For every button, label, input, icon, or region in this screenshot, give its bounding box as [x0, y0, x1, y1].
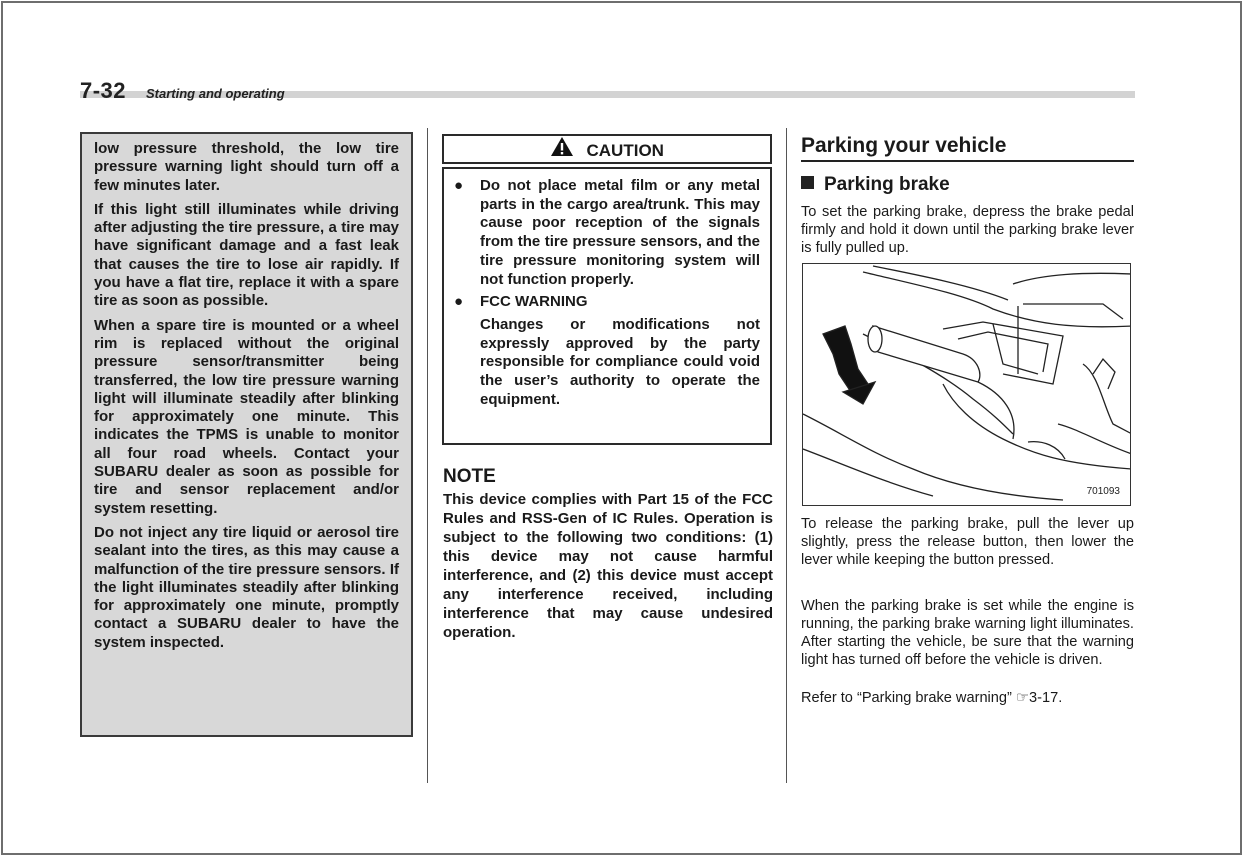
- release-brake-text: To release the parking brake, pull the lever up slightly, press the release button, then lower the lever while keeping the button pressed.: [801, 516, 1134, 568]
- warning-paragraph: If this light still illuminates while driving after adjusting the tire pressure, a tire may have significant damage and a fast leak that causes the tire to lose air rapidly. If you have a flat tire, replace it with a spare tire as soon as possible.: [94, 200, 399, 310]
- caution-item: [454, 177, 760, 289]
- brake-warning-text: When the parking brake is set while the engine is running, the parking brake warning light illuminates. After starting the vehicle, be sure that the warning light has turned off before the vehicle is driven.: [801, 598, 1134, 668]
- page-header: [80, 78, 1135, 104]
- tpms-warning-box: [80, 132, 413, 737]
- page-number: 7-32: [80, 78, 127, 103]
- subsection-title: Parking brake: [824, 174, 950, 195]
- bullet-icon: ●: [454, 293, 464, 311]
- note-text: This device complies with Part 15 of the FCC Rules and RSS-Gen of IC Rules. Operation is subject to the following two conditions: (1) this device may not cause harmful interference, and (2) this device must accept any interference received, including interference that may cause undesired operation.: [443, 491, 773, 641]
- section-rule: [801, 160, 1134, 162]
- bullet-icon: ●: [454, 177, 464, 194]
- warning-paragraph: When a spare tire is mounted or a wheel rim is replaced without the original pressure sensor/transmitter being transferred, the low tire pressure warning light will illuminate steadily after blinking for approximately one minute. This indicates the TPMS is unable to monitor all four road wheels. Contact your SUBARU dealer as soon as possible for tire and sensor replacement and/or system resetting.: [94, 316, 399, 517]
- fcc-warning-text: Changes or modifications not expressly approved by the party responsible for compliance could void the user’s authority to operate the equipment.: [480, 315, 760, 408]
- caution-body: [442, 167, 772, 445]
- subsection-heading: [801, 174, 950, 196]
- refer-text: Refer to “Parking brake warning” ☞3-17.: [801, 690, 1063, 706]
- set-brake-text: To set the parking brake, depress the brake pedal firmly and hold it down until the parking brake lever is fully pulled up.: [801, 204, 1134, 256]
- warning-paragraph: Do not inject any tire liquid or aerosol tire sealant into the tires, as this may cause a malfunction of the tire pressure sensors. If the light illuminates steadily after blinking for approximately one minute, promptly contact a SUBARU dealer to have the system inspected.: [94, 523, 399, 651]
- column-divider-left: [427, 128, 428, 783]
- parking-brake-illustration: [803, 264, 1131, 506]
- warning-triangle-icon: [550, 136, 574, 166]
- figure-code: 701093: [1086, 486, 1120, 497]
- caution-header: [442, 134, 772, 164]
- column-divider-right: [786, 128, 787, 783]
- caution-item-text: Do not place metal film or any metal parts in the cargo area/trunk. This may cause poor reception of the signals from the tire pressure sensors, and the tire pressure monitoring system will not function properly.: [480, 177, 760, 288]
- warning-paragraph: low pressure threshold, the low tire pressure warning light should turn off a few minutes later.: [94, 140, 399, 194]
- caution-item: [454, 293, 760, 409]
- square-bullet-icon: [801, 176, 814, 189]
- section-title: Parking your vehicle: [801, 134, 1007, 157]
- parking-brake-figure: [802, 263, 1131, 506]
- caution-title: CAUTION: [586, 141, 664, 160]
- section-name: Starting and operating: [146, 86, 285, 101]
- note-title: NOTE: [443, 466, 496, 487]
- fcc-warning-title: FCC WARNING: [480, 293, 588, 311]
